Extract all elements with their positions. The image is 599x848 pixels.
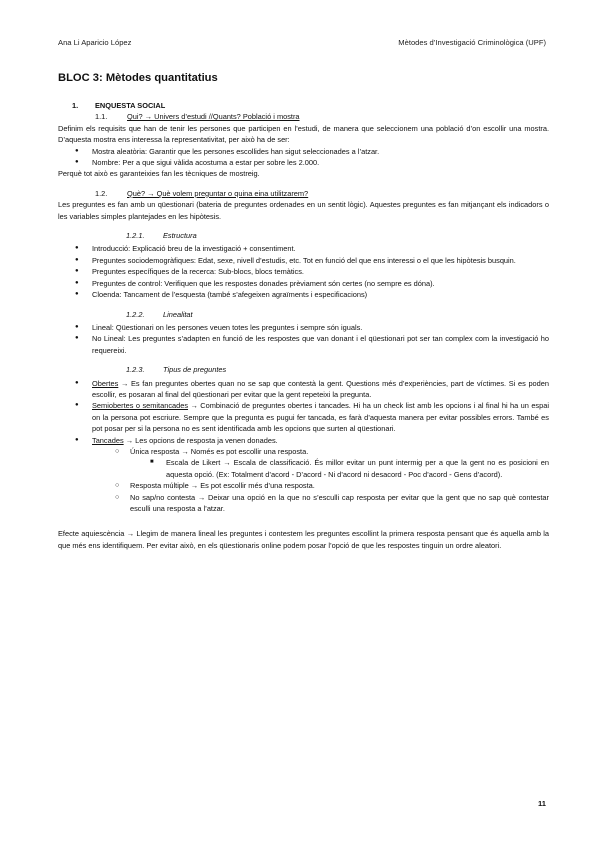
list-item: ● Mostra aleatòria: Garantir que les persones escollides han sigut seleccionades a l’atzar.	[58, 146, 549, 157]
term: Semiobertes o semitancades	[92, 401, 189, 411]
sublist-item: ○ Única resposta → Només es pot escollir una resposta.	[58, 446, 549, 457]
subsection-number: 1.1.	[95, 112, 108, 122]
definition: → Es fan preguntes obertes quan no se sap que contestà la gent. Questions més d’experiències, part de víctimes. Si es poden escollir, es posaran al final del qüestionari per evitar que la gent repeteixi la pregunta.	[92, 378, 549, 399]
subsubsection-number: 1.2.2.	[126, 309, 145, 319]
subsubsection-title: Tipus de preguntes	[163, 365, 227, 375]
section-number: 1.	[72, 101, 79, 110]
section-title: ENQUESTA SOCIAL	[95, 101, 166, 110]
subsection-title: Què? → Què volem preguntar o quina eina utilitzarem?	[127, 188, 309, 198]
sublist-item: ○ No sap/no contesta → Deixar una opció en la que no s’esculli cap resposta per evitar que la gent que no sap què contestar esculli una resposta a l’atzar.	[58, 492, 549, 515]
subsection-number: 1.2.	[95, 188, 108, 198]
paragraph: Definim els requisits que han de tenir les persones que participen en l’estudi, de manera que seleccionem una població d’on escollir una mostra. D’aquesta mostra ens interessa la representativitat, per això ha de ser:	[58, 123, 549, 145]
subsubsection-heading-linearity	[58, 309, 549, 320]
list-item-semi-open-questions	[58, 400, 549, 434]
page-title: BLOC 3: Mètodes quantitatius	[58, 72, 218, 84]
bullet-list-structure	[58, 243, 549, 300]
subsection-heading-1-1	[58, 111, 549, 122]
definition: → Les opcions de resposta ja venen donades.	[123, 435, 278, 445]
list-item: ● Nombre: Per a que sigui vàlida acostuma a estar per sobre les 2.000.	[58, 157, 549, 168]
subsubsection-title: Estructura	[163, 231, 197, 241]
list-item: ● Preguntes específiques de la recerca: Sub-blocs, blocs temàtics.	[58, 266, 549, 277]
subsubsection-heading-question-types	[58, 364, 549, 375]
definition: → Combinació de preguntes obertes i tancades. Hi ha un check list amb les opcions i al final hi ha un espai on la persona pot escriure. Sempre que la pregunta es pugui fer tancada, es farà d’aquesta manera per evitar possibles errors. També es pot posar per si la persona no es sent identificada amb les opcions que surten al qüestionari.	[92, 401, 549, 434]
subsubsection-heading-structure	[58, 230, 549, 241]
bullet-list-question-types	[58, 378, 549, 515]
term: Obertes	[92, 378, 119, 388]
document-body	[58, 100, 549, 551]
list-item: ● No Lineal: Les preguntes s’adapten en funció de les respostes que van donant i el qüestionari pot ser tan complex com la investigació ho requereixi.	[58, 333, 549, 356]
list-item: ● Lineal: Qüestionari on les persones veuen totes les preguntes i sempre són iguals.	[58, 322, 549, 333]
subsubsection-number: 1.2.3.	[126, 365, 145, 375]
list-item: ● Preguntes de control: Verifiquen que les respostes donades prèviament són certes (no sempre es dóna).	[58, 278, 549, 289]
list-item: ● Introducció: Explicació breu de la investigació + consentiment.	[58, 243, 549, 254]
page-number: 11	[537, 799, 546, 808]
subsubsection-title: Linealitat	[163, 309, 193, 319]
paragraph: Les preguntes es fan amb un qüestionari (bateria de preguntes ordenades en un sentit lògic). Aquestes preguntes es fan mitjançant els indicadors o les variables simples plantejades en les hipòtesis.	[58, 200, 549, 221]
term: Tancades	[92, 435, 124, 445]
bullet-list-linearity	[58, 322, 549, 356]
sublist-item-level3: ■ Escala de Likert → Escala de classificació. És millor evitar un punt intermig per a que la gent no es posicioni en aquesta opció. (Ex: Totalment d’acord - D’acord - Ni d’acord ni desacord - Poc d’acord - Gens d’acord).	[58, 457, 549, 480]
header-course: Mètodes d’Investigació Criminològica (UPF)	[398, 38, 546, 47]
subsection-title: Qui? → Univers d’estudi //Quants? Població i mostra	[127, 112, 300, 122]
subsubsection-number: 1.2.1.	[126, 231, 145, 241]
paragraph: Perquè tot això es garanteixies fan les tècniques de mostreig.	[58, 169, 260, 179]
section-heading-1	[58, 100, 549, 111]
list-item: ● Cloenda: Tancament de l’esquesta (també s’afegeixen agraïments i especificacions)	[58, 289, 549, 300]
bullet-list-sample	[58, 146, 549, 169]
list-item: ● Preguntes sociodemogràfiques: Edat, sexe, nivell d’estudis, etc. Tot en funció del que ens interessi o el que les hipòtesis busquin.	[58, 255, 549, 266]
sublist-item: ○ Resposta múltiple → Es pot escollir més d’una resposta.	[58, 480, 549, 491]
paragraph: Efecte aquiescència → Llegim de manera lineal les preguntes i contestem les preguntes escollint la primera resposta pensant que és aquella amb la que més ens identifiquem. Per evitar això, en els qüestionaris online podem posar l’opció de que les respostes tinguin un ordre aleatori.	[58, 529, 549, 550]
header-author: Ana Li Aparicio López	[58, 38, 132, 47]
list-item-closed-questions	[58, 435, 549, 446]
subsection-heading-1-2	[58, 188, 549, 199]
list-item-open-questions	[58, 378, 549, 401]
